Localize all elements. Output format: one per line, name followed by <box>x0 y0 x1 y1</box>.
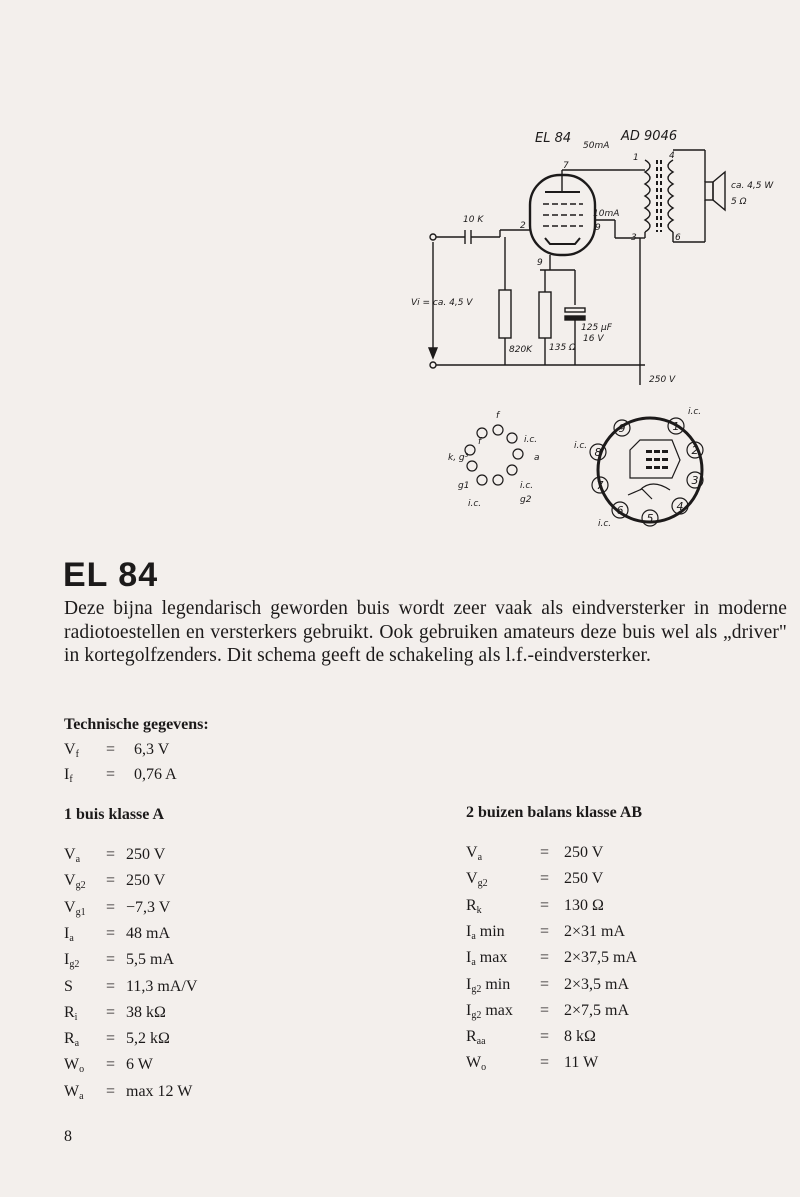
page-title: EL 84 <box>63 556 159 594</box>
spec-value: 6 W <box>126 1056 153 1074</box>
spec-symbol: S <box>64 977 73 995</box>
spec-symbol: $W_a$ <box>64 1082 84 1102</box>
pinout-ic-bottom: i.c. <box>468 499 482 509</box>
spec-value: max 12 W <box>126 1082 193 1100</box>
pinout-f-top: f <box>496 411 500 421</box>
pinout-g2: g2 <box>520 495 532 505</box>
spec-equals: = <box>540 975 550 993</box>
spec-equals: = <box>106 898 116 916</box>
socket-pin-7: 7 <box>596 479 604 492</box>
pinout-anode: a <box>534 453 540 463</box>
spec-value: 2×3,5 mA <box>564 975 630 993</box>
spec-symbol: $V_f$ <box>64 741 79 760</box>
spec-equals: = <box>106 1003 116 1021</box>
pinout-ic-top: i.c. <box>524 435 538 445</box>
spec-equals: = <box>106 846 116 863</box>
schematic-pin-6: 6 <box>675 233 681 243</box>
spec-symbol: $R_a$ <box>64 1030 80 1050</box>
spec-equals: = <box>540 949 550 967</box>
spec-value: 5,5 mA <box>126 951 174 969</box>
schematic-cathode-resistor: 135 Ω <box>549 343 576 353</box>
spec-symbol: $I_a$ <box>64 924 74 944</box>
socket-pin-4: 4 <box>676 500 684 513</box>
spec-symbol: $I_a$ max <box>466 949 508 969</box>
spec-value: 250 V <box>564 870 604 888</box>
class-ab-title: 2 buizen balans klasse AB <box>466 804 643 821</box>
schematic-screen-current: 10mA <box>593 209 620 219</box>
pinout-k-g3: k, g³ <box>448 453 469 463</box>
socket-pin-6: 6 <box>616 504 624 517</box>
spec-value: 11,3 mA/V <box>126 977 198 995</box>
spec-symbol: $W_o$ <box>466 1054 487 1074</box>
spec-value: 6,3 V <box>134 741 170 758</box>
socket-pin-1: 1 <box>672 420 680 433</box>
socket-pin-3: 3 <box>691 474 699 487</box>
spec-equals: = <box>540 1001 550 1019</box>
spec-value: −7,3 V <box>126 898 171 916</box>
schematic-pin-9a: 9 <box>595 223 601 233</box>
socket-ic-left: i.c. <box>574 441 588 451</box>
spec-symbol: $I_a$ min <box>466 922 505 942</box>
spec-value: 5,2 kΩ <box>126 1030 170 1048</box>
spec-value: 2×31 mA <box>564 922 626 940</box>
schematic-pin-3: 3 <box>631 233 637 243</box>
spec-symbol: $V_a$ <box>466 844 483 863</box>
spec-equals: = <box>540 870 550 888</box>
intro-paragraph: Deze bijna legendarisch geworden buis wordt zeer vaak als eindversterker in moderne radiotoestellen en versterkers gebruikt. Ook gebruiken amateurs deze buis wel als „driver" in kortegolfzenders. Dit schema geeft de schakeling als l.f.-eindversterker. <box>64 598 787 666</box>
schematic-leak-resistor: 820K <box>509 345 533 355</box>
tech-specs-title: Technische gegevens: <box>64 716 209 733</box>
spec-equals: = <box>540 1028 550 1046</box>
spec-equals: = <box>106 766 116 783</box>
spec-symbol: $W_o$ <box>64 1056 85 1076</box>
spec-symbol: $V_{g2}$ <box>466 870 488 890</box>
spec-equals: = <box>540 844 550 861</box>
spec-symbol: $I_{g2}$ max <box>466 1001 513 1021</box>
spec-equals: = <box>106 951 116 969</box>
page-number: 8 <box>64 1128 72 1145</box>
spec-value: 0,76 A <box>134 766 177 783</box>
socket-ic-top: i.c. <box>688 407 702 417</box>
schematic-pin-9b: 9 <box>537 258 543 268</box>
spec-symbol: $R_i$ <box>64 1003 78 1023</box>
spec-value: 2×37,5 mA <box>564 949 638 967</box>
spec-equals: = <box>540 922 550 940</box>
spec-value: 11 W <box>564 1054 599 1072</box>
schematic-capacitor: 125 µF <box>581 323 612 333</box>
spec-value: 130 Ω <box>564 896 604 914</box>
spec-value: 2×7,5 mA <box>564 1001 630 1019</box>
spec-symbol: $R_{aa}$ <box>466 1028 486 1048</box>
schematic-supply-voltage: 250 V <box>649 375 676 385</box>
schematic-tube-label: EL 84 <box>535 131 572 146</box>
spec-equals: = <box>106 977 116 995</box>
schematic-pin-7: 7 <box>563 161 569 171</box>
pinout-g1: g1 <box>458 481 470 491</box>
spec-equals: = <box>540 896 550 914</box>
spec-value: 38 kΩ <box>126 1003 166 1021</box>
schematic-pin-4: 4 <box>669 151 675 161</box>
pinout-diagrams <box>440 400 780 540</box>
spec-value: 250 V <box>126 846 166 863</box>
schematic-grid-resistor: 10 K <box>463 215 484 225</box>
pinout-ic-right: i.c. <box>520 481 534 491</box>
spec-equals: = <box>106 741 116 758</box>
spec-equals: = <box>106 924 116 942</box>
schematic-input-voltage: Vi = ca. 4,5 V <box>411 298 473 308</box>
schematic-transformer-label: AD 9046 <box>621 129 678 144</box>
spec-symbol: $R_k$ <box>466 896 482 916</box>
socket-pin-8: 8 <box>594 446 602 459</box>
spec-symbol: $V_a$ <box>64 846 81 865</box>
spec-equals: = <box>106 872 116 890</box>
schematic-speaker-impedance: 5 Ω <box>731 197 747 207</box>
spec-symbol: $V_{g1}$ <box>64 898 86 918</box>
socket-pin-5: 5 <box>646 512 654 525</box>
socket-pin-2: 2 <box>691 444 699 457</box>
socket-pin-9: 9 <box>618 422 626 435</box>
class-a-title: 1 buis klasse A <box>64 806 165 823</box>
pinout-f-left: f <box>478 437 482 447</box>
spec-equals: = <box>106 1082 116 1100</box>
schematic-speaker-power: ca. 4,5 W <box>731 181 774 191</box>
spec-value: 48 mA <box>126 924 170 942</box>
spec-symbol: $I_f$ <box>64 766 73 785</box>
schematic-pin-1: 1 <box>633 153 639 163</box>
schematic-pin-2: 2 <box>520 221 526 231</box>
spec-equals: = <box>540 1054 550 1072</box>
socket-ic-bottom: i.c. <box>598 519 612 529</box>
spec-equals: = <box>106 1056 116 1074</box>
schematic-tube-current: 50mA <box>583 141 610 151</box>
schematic-capacitor-voltage: 16 V <box>583 334 604 344</box>
spec-symbol: $I_{g2}$ <box>64 951 80 971</box>
spec-symbol: $I_{g2}$ min <box>466 975 511 995</box>
spec-equals: = <box>106 1030 116 1048</box>
spec-symbol: $V_{g2}$ <box>64 872 86 892</box>
spec-value: 250 V <box>126 872 166 890</box>
spec-value: 250 V <box>564 844 604 861</box>
spec-value: 8 kΩ <box>564 1028 596 1046</box>
amplifier-schematic <box>405 120 800 390</box>
